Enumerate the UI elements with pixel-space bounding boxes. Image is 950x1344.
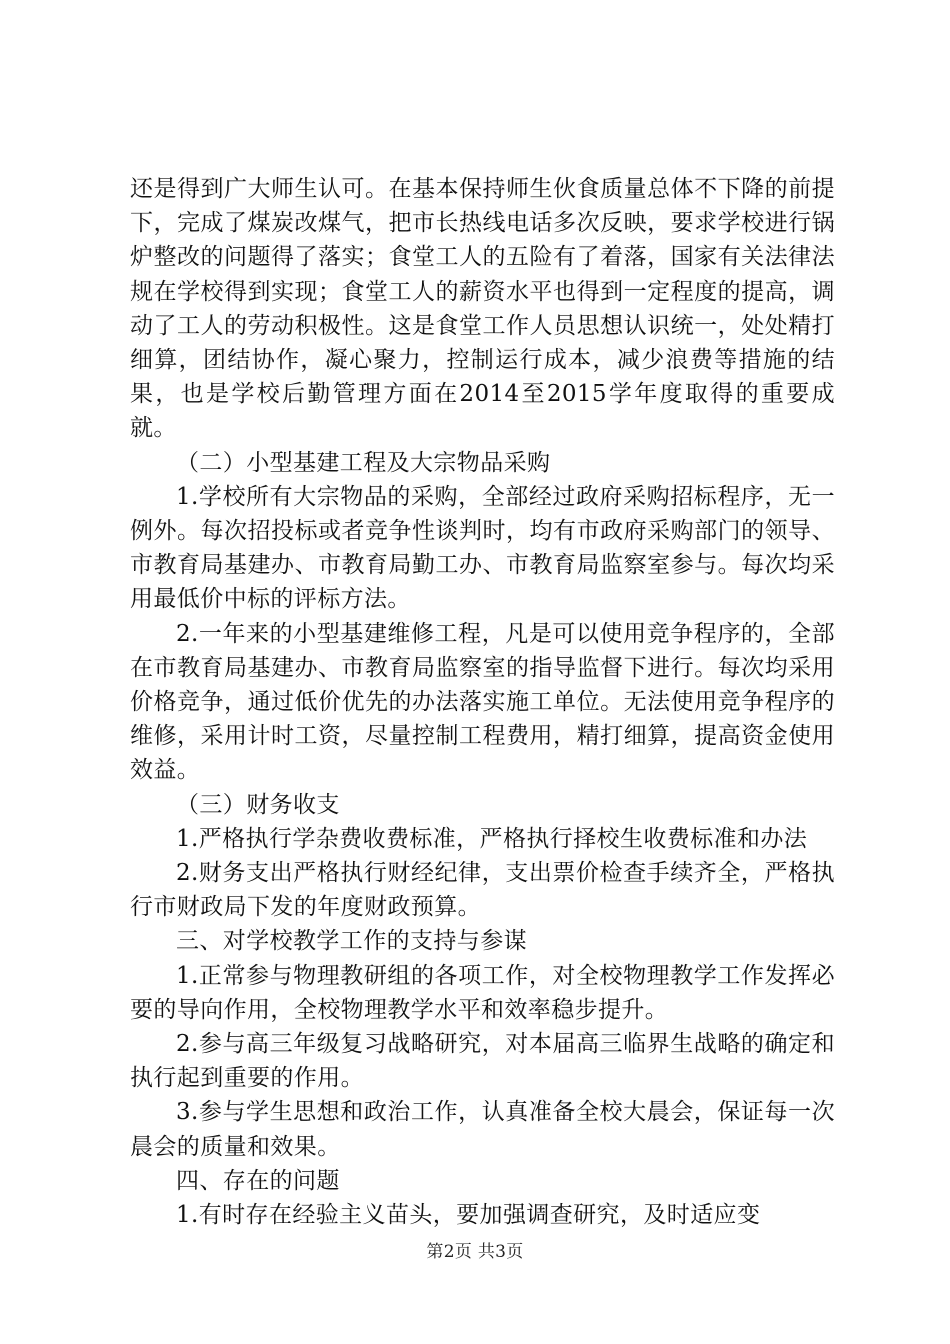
paragraph-finance-2: 2.财务支出严格执行财经纪律，支出票价检查手续齐全，严格执行市财政局下发的年度财政预算。 (130, 860, 835, 921)
document-body (130, 172, 835, 1232)
paragraph-teaching-3: 3.参与学生思想和政治工作，认真准备全校大晨会，保证每一次晨会的质量和效果。 (130, 1099, 835, 1160)
paragraph-continuation: 还是得到广大师生认可。在基本保持师生伙食质量总体不下降的前提下，完成了煤炭改煤气，把市长热线电话多次反映，要求学校进行锅炉整改的问题得了落实；食堂工人的五险有了着落，国家有关法律法规在学校得到实现；食堂工人的薪资水平也得到一定程度的提高，调动了工人的劳动积极性。这是食堂工作人员思想认识统一，处处精打细算，团结协作，凝心聚力，控制运行成本，减少浪费等措施的结果，也是学校后勤管理方面在2014至2015学年度取得的重要成就。 (130, 176, 835, 442)
page-footer: 第2页 共3页 (426, 1242, 524, 1262)
paragraph-problems-1: 1.有时存在经验主义苗头，要加强调查研究，及时适应变 (176, 1202, 761, 1229)
section-heading-problems: 四、存在的问题 (176, 1167, 340, 1194)
paragraph-procurement-1: 1.学校所有大宗物品的采购，全部经过政府采购招标程序，无一例外。每次招投标或者竞争性谈判时，均有市政府采购部门的领导、市教育局基建办、市教育局勤工办、市教育局监察室参与。每次均采用最低价中标的评标方法。 (130, 483, 835, 613)
paragraph-teaching-1: 1.正常参与物理教研组的各项工作，对全校物理教学工作发挥必要的导向作用，全校物理教学水平和效率稳步提升。 (130, 962, 835, 1023)
section-heading-procurement: （二）小型基建工程及大宗物品采购 (176, 449, 551, 476)
paragraph-procurement-2: 2.一年来的小型基建维修工程，凡是可以使用竞争程序的，全部在市教育局基建办、市教育局监察室的指导监督下进行。每次均采用价格竞争，通过低价优先的办法落实施工单位。无法使用竞争程序的维修，采用计时工资，尽量控制工程费用，精打细算，提高资金使用效益。 (130, 620, 835, 784)
paragraph-finance-1: 1.严格执行学杂费收费标准，严格执行择校生收费标准和办法 (176, 825, 808, 852)
paragraph-teaching-2: 2.参与高三年级复习战略研究，对本届高三临界生战略的确定和执行起到重要的作用。 (130, 1031, 835, 1092)
section-heading-finance: （三）财务收支 (176, 791, 340, 818)
section-heading-teaching-support: 三、对学校教学工作的支持与参谋 (176, 928, 527, 955)
